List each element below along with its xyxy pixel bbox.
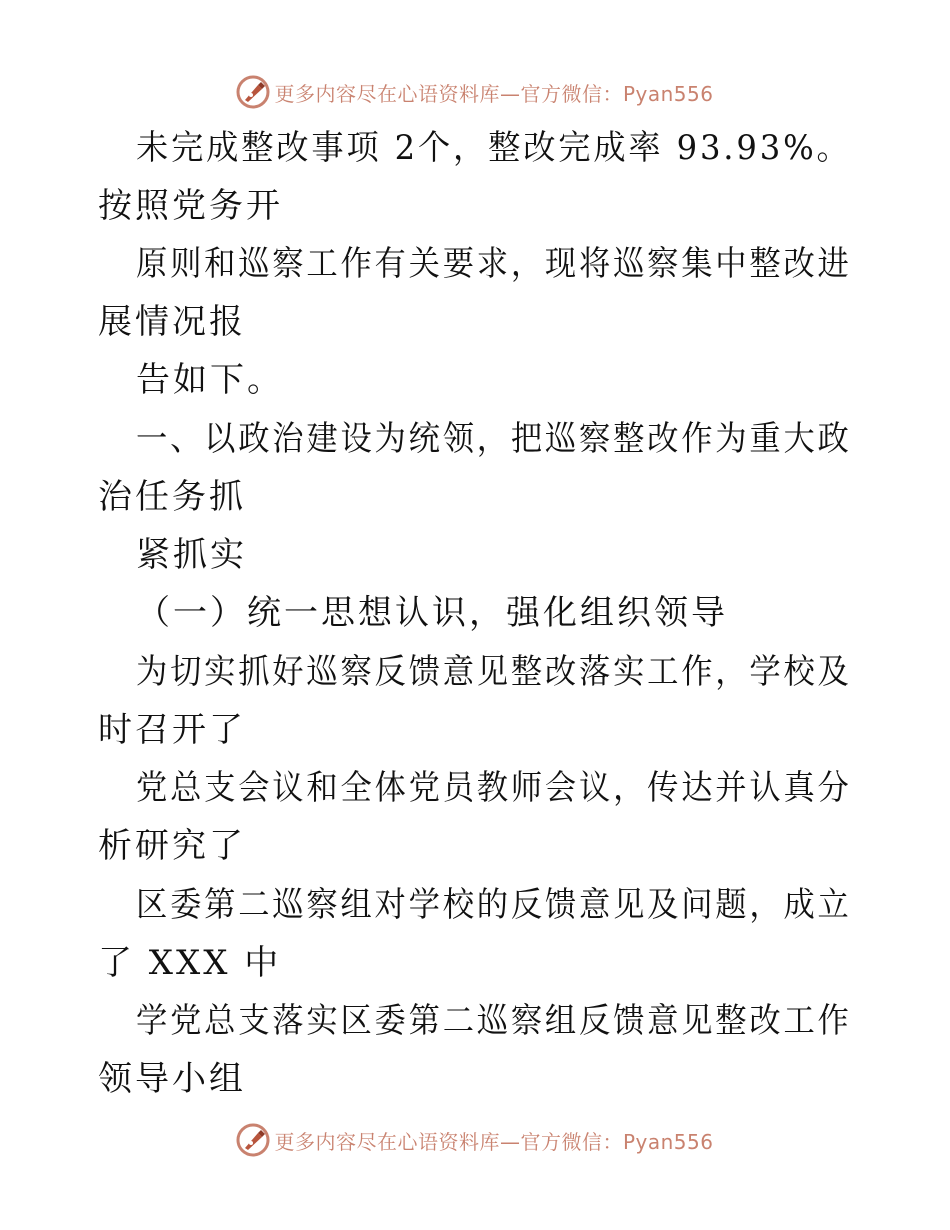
- text-line: 区委第二巡察组对学校的反馈意见及问题，成立: [136, 885, 852, 925]
- text-line: 一、以政治建设为统领，把巡察整改作为重大政: [136, 419, 852, 459]
- text-line: 原则和巡察工作有关要求，现将巡察集中整改进: [136, 244, 852, 284]
- text-line: 治任务抓: [98, 477, 246, 517]
- header-watermark: [0, 72, 950, 112]
- text-line: 未完成整改事项 2个，整改完成率 93.93%。: [136, 128, 852, 168]
- fountain-pen-seal-icon: [236, 1123, 270, 1157]
- watermark-text: 更多内容尽在心语资料库—官方微信：Pyan556: [274, 1129, 714, 1154]
- text-line: 展情况报: [98, 302, 246, 342]
- text-line: 按照党务开: [98, 186, 283, 226]
- fountain-pen-seal-icon: [236, 75, 270, 109]
- text-line: 了 XXX 中: [98, 943, 282, 983]
- text-line: 告如下。: [136, 360, 284, 400]
- text-line: 时召开了: [98, 710, 246, 750]
- text-line: 析研究了: [98, 826, 246, 866]
- text-line: 党总支会议和全体党员教师会议，传达并认真分: [136, 768, 852, 808]
- footer-watermark: [0, 1120, 950, 1160]
- text-line: 领导小组: [98, 1059, 246, 1099]
- section-subheading: （一）统一思想认识，强化组织领导: [136, 593, 728, 633]
- text-line: 学党总支落实区委第二巡察组反馈意见整改工作: [136, 1001, 852, 1041]
- watermark-text: 更多内容尽在心语资料库—官方微信：Pyan556: [274, 81, 714, 106]
- text-line: 为切实抓好巡察反馈意见整改落实工作，学校及: [136, 652, 852, 692]
- text-line: 紧抓实: [136, 535, 247, 575]
